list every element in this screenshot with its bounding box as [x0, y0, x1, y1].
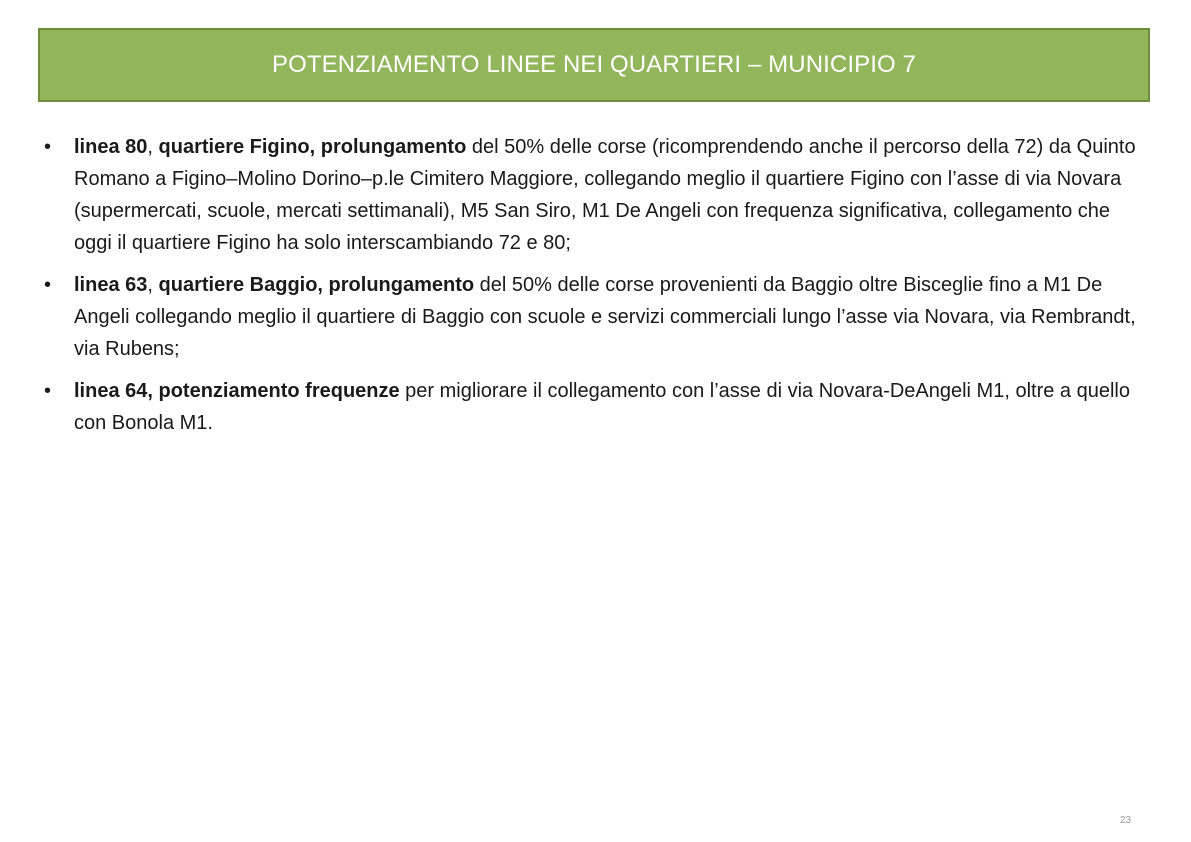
bullet-icon: •	[44, 136, 52, 158]
bullet-description: del 50% delle corse (ricomprendendo anche il percorso della 72) da Quinto Romano a Figino–Molino Dorino–p.le Cimitero Maggiore, collegando meglio il quartiere Figino con l’asse di via Novara (supermercati, scuole, mercati settimanali), M5 San Siro, M1 De Angeli con frequenza significativa, collegamento che oggi il quartiere Figino ha solo interscambiando 72 e 80;	[74, 136, 1136, 254]
bullet-description: per migliorare il collegamento con l’asse di via Novara-DeAngeli M1, oltre a quello con Bonola M1.	[74, 380, 1130, 434]
bullet-line-name: linea 80	[74, 136, 148, 158]
slide-title: POTENZIAMENTO LINEE NEI QUARTIERI – MUNICIPIO 7	[272, 51, 916, 78]
bullet-item-linea-64	[44, 375, 1144, 439]
title-banner	[38, 28, 1150, 102]
bullet-item-linea-63	[44, 269, 1144, 365]
bullet-icon: •	[44, 380, 52, 402]
bullet-item-linea-80	[44, 131, 1144, 259]
bullet-quarter: quartiere Baggio, prolungamento	[158, 274, 475, 296]
bullet-icon: •	[44, 274, 52, 296]
bullet-list	[44, 131, 1144, 449]
page-number: 23	[1120, 815, 1132, 826]
bullet-separator: ,	[147, 274, 159, 296]
bullet-line-name: linea 64, potenziamento frequenze	[74, 380, 400, 402]
bullet-description: del 50% delle corse provenienti da Baggio oltre Bisceglie fino a M1 De Angeli collegando meglio il quartiere di Baggio con scuole e servizi commerciali lungo l’asse via Novara, via Rembrandt, via Rubens;	[74, 274, 1136, 360]
bullet-line-name: linea 63	[74, 274, 148, 296]
bullet-separator: ,	[147, 136, 159, 158]
bullet-quarter: quartiere Figino, prolungamento	[158, 136, 467, 158]
